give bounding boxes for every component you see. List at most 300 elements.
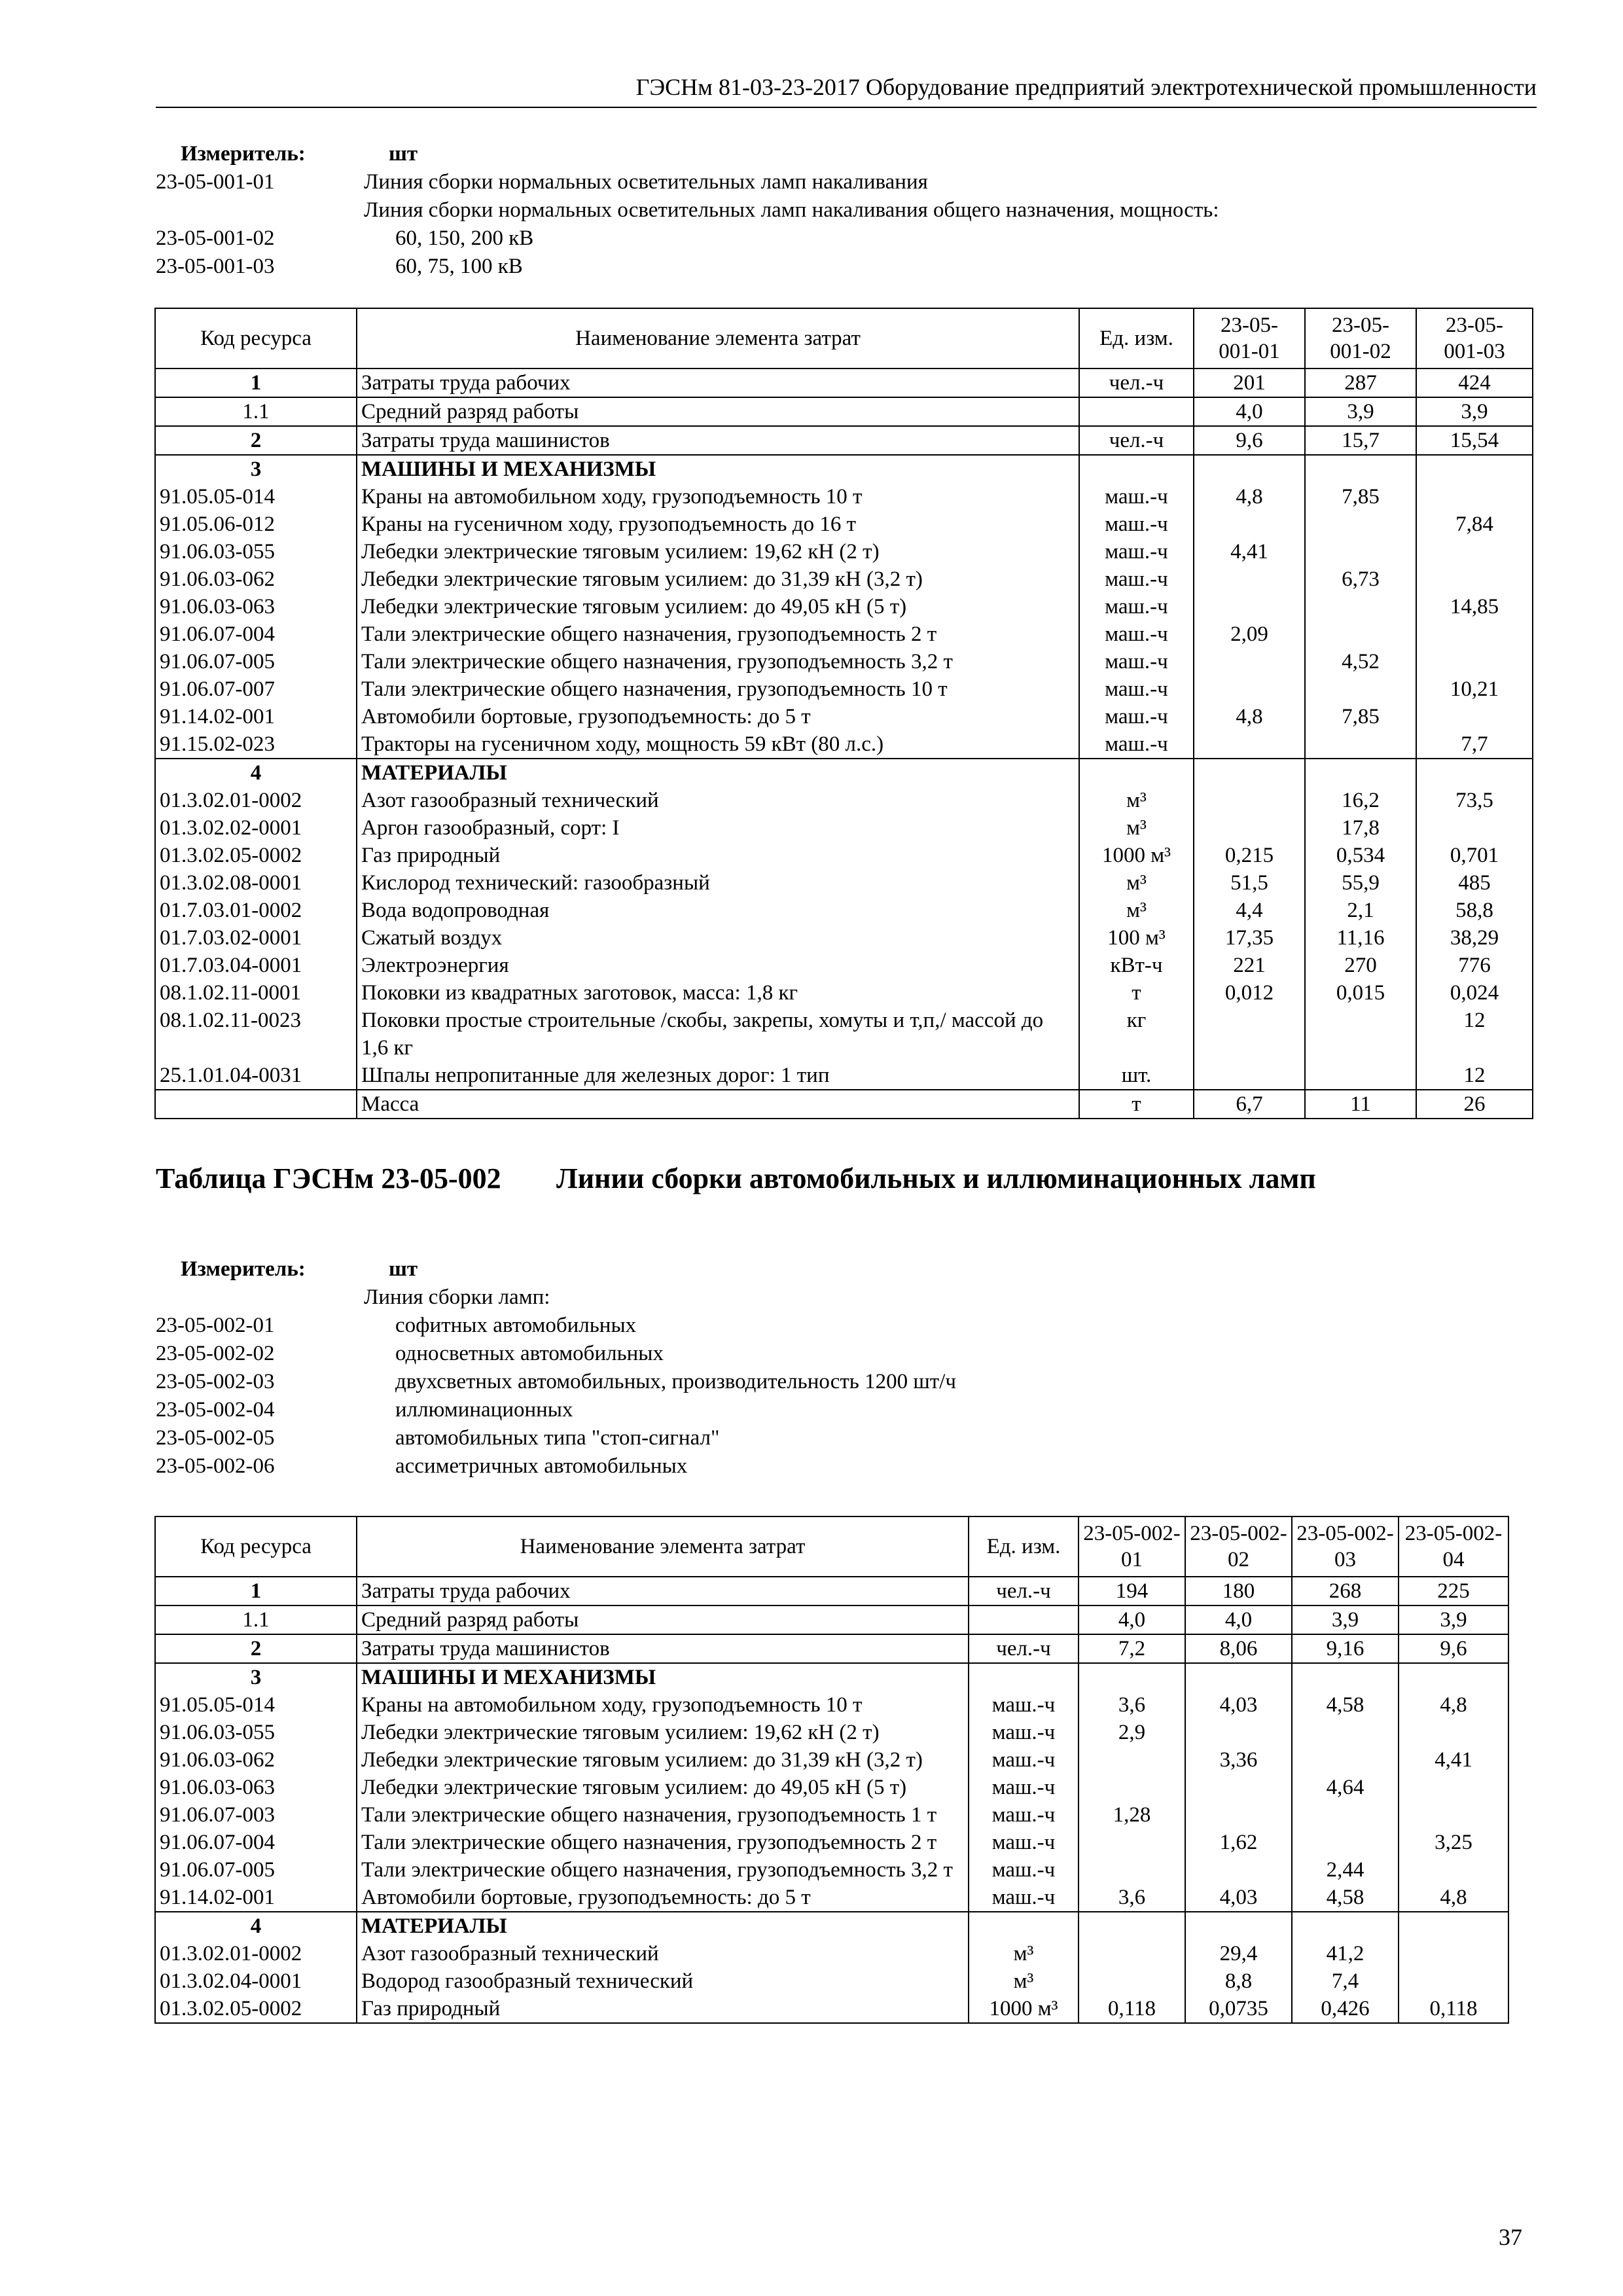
col-header-norm: 23-05- 001-02 — [1305, 308, 1416, 368]
resource-name-cell: Средний разряд работы — [357, 397, 1079, 426]
col-header-unit: Ед. изм. — [969, 1516, 1079, 1577]
resource-code-cell: 08.1.02.11-0001 — [155, 979, 357, 1007]
running-header: ГЭСНм 81-03-23-2017 Оборудование предприятий электротехнической промышленности — [156, 72, 1537, 108]
norm-value-cell: 0,426 — [1292, 1995, 1399, 2023]
norm-value-cell: 2,44 — [1292, 1856, 1399, 1884]
norm-value-cell — [1079, 1774, 1185, 1801]
resource-code-cell: 3 — [155, 455, 357, 483]
norm-value-cell — [1399, 1940, 1508, 1967]
table-row — [155, 1995, 1508, 2023]
item-text: иллюминационных — [395, 1398, 573, 1422]
item-text: Линия сборки ламп: — [364, 1285, 550, 1309]
norm-value-cell: 270 — [1305, 952, 1416, 979]
norm-value-cell: 12 — [1416, 1062, 1533, 1090]
norm-value-cell: 51,5 — [1194, 869, 1305, 897]
norm-value-cell: 268 — [1292, 1577, 1399, 1605]
norm-value-cell — [1079, 1746, 1185, 1774]
norm-value-cell: 0,024 — [1416, 979, 1533, 1007]
item-code: 23-05-002-01 — [156, 1314, 275, 1337]
item-text: софитных автомобильных — [395, 1314, 637, 1337]
table-row — [155, 511, 1533, 538]
resource-name-cell: Лебедки электрические тяговым усилием: 19,62 кН (2 т) — [357, 538, 1079, 565]
resource-name-cell: Лебедки электрические тяговым усилием: 19,62 кН (2 т) — [357, 1719, 969, 1746]
norm-value-cell — [1079, 1856, 1185, 1884]
norm-value-cell — [1185, 1774, 1292, 1801]
col-header-name: Наименование элемента затрат — [357, 1516, 969, 1577]
norm-value-cell — [1194, 455, 1305, 483]
norm-value-cell — [1185, 1719, 1292, 1746]
unit-cell: т — [1079, 1090, 1194, 1119]
table-row — [155, 842, 1533, 869]
norm-value-cell: 0,012 — [1194, 979, 1305, 1007]
norm-value-cell — [1305, 593, 1416, 620]
norm-value-cell: 201 — [1194, 368, 1305, 397]
norm-value-cell: 26 — [1416, 1090, 1533, 1119]
unit-cell: маш.-ч — [1079, 565, 1194, 593]
unit-cell: т — [1079, 979, 1194, 1007]
norm-value-cell: 4,8 — [1399, 1884, 1508, 1912]
norm-value-cell — [1194, 1007, 1305, 1062]
table-row — [155, 1829, 1508, 1856]
item-text: 60, 75, 100 кВ — [395, 255, 523, 278]
resource-name-cell: Тали электрические общего назначения, грузоподъемность 2 т — [357, 620, 1079, 648]
norm-value-cell: 9,6 — [1399, 1634, 1508, 1663]
table-row — [155, 1577, 1508, 1605]
resource-name-cell: Водород газообразный технический — [357, 1967, 969, 1995]
norm-value-cell: 0,534 — [1305, 842, 1416, 869]
meter-block-1 — [156, 140, 1537, 281]
norm-value-cell — [1305, 759, 1416, 787]
unit-cell: чел.-ч — [1079, 426, 1194, 455]
norm-value-cell: 287 — [1305, 368, 1416, 397]
resource-code-cell: 1.1 — [155, 397, 357, 426]
table-row — [155, 1912, 1508, 1940]
norm-value-cell: 11 — [1305, 1090, 1416, 1119]
table-row — [155, 1967, 1508, 1995]
unit-cell: 100 м³ — [1079, 924, 1194, 952]
resource-name-cell: Тали электрические общего назначения, грузоподъемность 3,2 т — [357, 1856, 969, 1884]
norm-value-cell: 0,118 — [1399, 1995, 1508, 2023]
norm-value-cell: 7,2 — [1079, 1634, 1185, 1663]
resource-code-cell: 01.3.02.04-0001 — [155, 1967, 357, 1995]
unit-cell: маш.-ч — [969, 1801, 1079, 1829]
norm-value-cell — [1185, 1801, 1292, 1829]
resource-name-cell: Лебедки электрические тяговым усилием: до 31,39 кН (3,2 т) — [357, 1746, 969, 1774]
norm-value-cell: 3,36 — [1185, 1746, 1292, 1774]
norm-value-cell — [1416, 814, 1533, 842]
norm-value-cell — [1079, 1967, 1185, 1995]
norm-value-cell: 4,0 — [1194, 397, 1305, 426]
norm-value-cell: 4,8 — [1399, 1691, 1508, 1719]
norm-value-cell: 4,58 — [1292, 1884, 1399, 1912]
unit-cell: маш.-ч — [1079, 538, 1194, 565]
norm-value-cell — [1194, 675, 1305, 703]
norm-value-cell: 11,16 — [1305, 924, 1416, 952]
norm-value-cell: 29,4 — [1185, 1940, 1292, 1967]
resource-name-cell: Азот газообразный технический — [357, 787, 1079, 814]
table-row — [155, 368, 1533, 397]
item-text: Линия сборки нормальных осветительных ламп накаливания общего назначения, мощность: — [364, 198, 1219, 222]
norm-value-cell — [1416, 620, 1533, 648]
resource-name-cell: Затраты труда машинистов — [357, 1634, 969, 1663]
norm-value-cell — [1079, 1940, 1185, 1967]
unit-cell: маш.-ч — [969, 1691, 1079, 1719]
resource-code-cell: 01.7.03.01-0002 — [155, 897, 357, 924]
item-text: ассиметричных автомобильных — [395, 1454, 688, 1478]
resource-name-cell: Тали электрические общего назначения, грузоподъемность 3,2 т — [357, 648, 1079, 675]
resource-code-cell: 01.7.03.04-0001 — [155, 952, 357, 979]
norm-value-cell: 4,4 — [1194, 897, 1305, 924]
resource-name-cell: Шпалы непропитанные для железных дорог: 1 тип — [357, 1062, 1079, 1090]
item-code: 23-05-002-03 — [156, 1370, 275, 1393]
unit-cell — [1079, 397, 1194, 426]
unit-cell: м³ — [1079, 869, 1194, 897]
resource-name-cell: Тали электрические общего назначения, грузоподъемность 1 т — [357, 1801, 969, 1829]
resource-code-cell: 91.06.03-055 — [155, 1719, 357, 1746]
norm-value-cell: 4,0 — [1079, 1605, 1185, 1634]
item-text: 60, 150, 200 кВ — [395, 226, 534, 250]
norm-value-cell — [1305, 455, 1416, 483]
norm-value-cell — [1194, 759, 1305, 787]
norm-value-cell: 3,9 — [1292, 1605, 1399, 1634]
table-row — [155, 1605, 1508, 1634]
norm-value-cell — [1194, 814, 1305, 842]
resource-name-cell: Аргон газообразный, сорт: I — [357, 814, 1079, 842]
meter-item — [156, 1283, 1537, 1312]
item-code: 23-05-001-02 — [156, 226, 275, 250]
unit-cell: маш.-ч — [969, 1719, 1079, 1746]
col-header-norm: 23-05- 001-01 — [1194, 308, 1305, 368]
table-row — [155, 1090, 1533, 1119]
table-row — [155, 1801, 1508, 1829]
norm-value-cell — [1399, 1912, 1508, 1940]
norm-value-cell — [1416, 648, 1533, 675]
resource-code-cell: 2 — [155, 426, 357, 455]
table-row — [155, 979, 1533, 1007]
resource-name-cell: Автомобили бортовые, грузоподъемность: до 5 т — [357, 703, 1079, 730]
norm-value-cell: 3,9 — [1416, 397, 1533, 426]
table-row — [155, 648, 1533, 675]
resource-code-cell: 08.1.02.11-0023 — [155, 1007, 357, 1062]
norm-value-cell: 4,41 — [1194, 538, 1305, 565]
norm-value-cell — [1194, 730, 1305, 759]
norm-value-cell: 6,73 — [1305, 565, 1416, 593]
norm-value-cell: 7,4 — [1292, 1967, 1399, 1995]
table-row — [155, 675, 1533, 703]
norm-value-cell: 485 — [1416, 869, 1533, 897]
norm-value-cell: 4,0 — [1185, 1605, 1292, 1634]
resource-name-cell: Поковки простые строительные /скобы, закрепы, хомуты и т,п,/ массой до 1,6 кг — [357, 1007, 1079, 1062]
table-name: Линии сборки автомобильных и иллюминационных ламп — [556, 1162, 1316, 1194]
resource-name-cell: Краны на автомобильном ходу, грузоподъемность 10 т — [357, 1691, 969, 1719]
norm-value-cell: 38,29 — [1416, 924, 1533, 952]
col-header-norm: 23-05-002-02 — [1185, 1516, 1292, 1577]
resource-code-cell: 3 — [155, 1663, 357, 1691]
table-row — [155, 952, 1533, 979]
resource-code-cell: 01.3.02.08-0001 — [155, 869, 357, 897]
norm-value-cell — [1305, 620, 1416, 648]
table-row — [155, 1691, 1508, 1719]
norm-value-cell — [1305, 1062, 1416, 1090]
norm-value-cell: 0,215 — [1194, 842, 1305, 869]
col-header-norm: 23-05-002-01 — [1079, 1516, 1185, 1577]
table-row — [155, 1007, 1533, 1062]
norm-value-cell: 7,85 — [1305, 483, 1416, 511]
norm-value-cell — [1079, 1663, 1185, 1691]
norm-value-cell: 8,06 — [1185, 1634, 1292, 1663]
norm-value-cell: 1,62 — [1185, 1829, 1292, 1856]
table-row — [155, 703, 1533, 730]
norm-value-cell — [1079, 1912, 1185, 1940]
norm-value-cell: 3,9 — [1305, 397, 1416, 426]
norm-value-cell — [1399, 1774, 1508, 1801]
resource-code-cell: 01.3.02.01-0002 — [155, 1940, 357, 1967]
resource-table-2 — [154, 1516, 1509, 2024]
resource-name-cell: Электроэнергия — [357, 952, 1079, 979]
meter-item — [156, 224, 1537, 253]
table-row — [155, 426, 1533, 455]
table-row — [155, 620, 1533, 648]
unit-cell: маш.-ч — [1079, 593, 1194, 620]
norm-value-cell — [1416, 455, 1533, 483]
item-code: 23-05-001-03 — [156, 255, 275, 278]
unit-cell: 1000 м³ — [969, 1995, 1079, 2023]
norm-value-cell — [1292, 1719, 1399, 1746]
norm-value-cell: 776 — [1416, 952, 1533, 979]
unit-cell: маш.-ч — [969, 1856, 1079, 1884]
norm-value-cell: 4,8 — [1194, 483, 1305, 511]
resource-code-cell: 91.06.07-005 — [155, 1856, 357, 1884]
meter-item — [156, 253, 1537, 281]
resource-name-cell: МАТЕРИАЛЫ — [357, 759, 1079, 787]
meter-item — [156, 1368, 1537, 1396]
table-row — [155, 455, 1533, 483]
norm-value-cell — [1292, 1912, 1399, 1940]
col-header-unit: Ед. изм. — [1079, 308, 1194, 368]
table-number: Таблица ГЭСНм 23-05-002 — [156, 1162, 501, 1194]
item-text: двухсветных автомобильных, производительность 1200 шт/ч — [395, 1370, 956, 1393]
norm-value-cell: 2,9 — [1079, 1719, 1185, 1746]
table-row — [155, 565, 1533, 593]
resource-code-cell: 91.05.05-014 — [155, 483, 357, 511]
unit-cell: маш.-ч — [969, 1884, 1079, 1912]
norm-value-cell: 4,03 — [1185, 1884, 1292, 1912]
table-row — [155, 1746, 1508, 1774]
table-body — [155, 1577, 1508, 2023]
table-row — [155, 1634, 1508, 1663]
norm-value-cell — [1416, 538, 1533, 565]
unit-cell: кг — [1079, 1007, 1194, 1062]
norm-value-cell: 3,6 — [1079, 1691, 1185, 1719]
norm-value-cell: 16,2 — [1305, 787, 1416, 814]
norm-value-cell: 15,7 — [1305, 426, 1416, 455]
resource-code-cell: 91.06.03-062 — [155, 565, 357, 593]
norm-value-cell: 3,6 — [1079, 1884, 1185, 1912]
table-row — [155, 538, 1533, 565]
table-row — [155, 759, 1533, 787]
unit-cell — [969, 1663, 1079, 1691]
table-row — [155, 1884, 1508, 1912]
unit-cell: маш.-ч — [1079, 675, 1194, 703]
table-row — [155, 924, 1533, 952]
meter-item — [156, 196, 1537, 224]
unit-cell: маш.-ч — [969, 1774, 1079, 1801]
norm-value-cell: 4,41 — [1399, 1746, 1508, 1774]
table-row — [155, 1663, 1508, 1691]
norm-value-cell: 6,7 — [1194, 1090, 1305, 1119]
unit-cell: шт. — [1079, 1062, 1194, 1090]
resource-name-cell: МАШИНЫ И МЕХАНИЗМЫ — [357, 455, 1079, 483]
resource-name-cell: Лебедки электрические тяговым усилием: до 31,39 кН (3,2 т) — [357, 565, 1079, 593]
norm-value-cell — [1416, 703, 1533, 730]
item-text: односветных автомобильных — [395, 1342, 664, 1365]
resource-name-cell: Затраты труда рабочих — [357, 1577, 969, 1605]
table-row — [155, 730, 1533, 759]
resource-name-cell: Лебедки электрические тяговым усилием: до 49,05 кН (5 т) — [357, 593, 1079, 620]
norm-value-cell — [1194, 593, 1305, 620]
norm-value-cell: 4,52 — [1305, 648, 1416, 675]
resource-name-cell: Поковки из квадратных заготовок, масса: 1,8 кг — [357, 979, 1079, 1007]
resource-name-cell: Азот газообразный технический — [357, 1940, 969, 1967]
norm-value-cell: 221 — [1194, 952, 1305, 979]
norm-value-cell — [1194, 1062, 1305, 1090]
resource-code-cell: 01.3.02.02-0001 — [155, 814, 357, 842]
norm-value-cell — [1292, 1801, 1399, 1829]
table-row — [155, 1062, 1533, 1090]
unit-cell: кВт-ч — [1079, 952, 1194, 979]
resource-code-cell: 1.1 — [155, 1605, 357, 1634]
resource-table-1 — [154, 308, 1533, 1119]
norm-value-cell — [1399, 1801, 1508, 1829]
table-row — [155, 869, 1533, 897]
norm-value-cell: 424 — [1416, 368, 1533, 397]
unit-cell: м³ — [1079, 897, 1194, 924]
unit-cell: чел.-ч — [969, 1577, 1079, 1605]
meter-item — [156, 1452, 1537, 1480]
norm-value-cell — [1194, 511, 1305, 538]
unit-cell: чел.-ч — [969, 1634, 1079, 1663]
resource-code-cell: 91.06.03-063 — [155, 593, 357, 620]
resource-code-cell: 4 — [155, 1912, 357, 1940]
unit-cell: чел.-ч — [1079, 368, 1194, 397]
resource-name-cell: Затраты труда рабочих — [357, 368, 1079, 397]
resource-code-cell: 91.14.02-001 — [155, 1884, 357, 1912]
resource-name-cell: Затраты труда машинистов — [357, 426, 1079, 455]
col-header-name: Наименование элемента затрат — [357, 308, 1079, 368]
meter-label: Измеритель: — [181, 142, 306, 166]
norm-value-cell: 2,09 — [1194, 620, 1305, 648]
item-code: 23-05-001-01 — [156, 170, 275, 194]
col-header-norm: 23-05-002-03 — [1292, 1516, 1399, 1577]
meter-item — [156, 1340, 1537, 1368]
resource-code-cell: 91.06.07-003 — [155, 1801, 357, 1829]
table-body — [155, 368, 1533, 1119]
norm-value-cell: 3,25 — [1399, 1829, 1508, 1856]
unit-cell: маш.-ч — [1079, 730, 1194, 759]
norm-value-cell: 4,64 — [1292, 1774, 1399, 1801]
unit-cell: маш.-ч — [969, 1829, 1079, 1856]
resource-code-cell: 01.7.03.02-0001 — [155, 924, 357, 952]
norm-value-cell: 194 — [1079, 1577, 1185, 1605]
resource-code-cell: 91.05.06-012 — [155, 511, 357, 538]
item-text: автомобильных типа "стоп-сигнал" — [395, 1426, 720, 1450]
resource-name-cell: Масса — [357, 1090, 1079, 1119]
norm-value-cell: 4,03 — [1185, 1691, 1292, 1719]
table-header-row — [155, 1516, 1508, 1577]
norm-value-cell — [1399, 1663, 1508, 1691]
norm-value-cell — [1194, 648, 1305, 675]
meter-block-2 — [156, 1255, 1537, 1480]
norm-value-cell: 9,6 — [1194, 426, 1305, 455]
table-row — [155, 483, 1533, 511]
resource-code-cell: 91.06.07-004 — [155, 620, 357, 648]
norm-value-cell: 55,9 — [1305, 869, 1416, 897]
resource-code-cell — [155, 1090, 357, 1119]
table-2-title — [156, 1160, 1537, 1198]
table-header-row — [155, 308, 1533, 368]
table-row — [155, 1719, 1508, 1746]
meter-unit: шт — [389, 142, 418, 166]
norm-value-cell — [1305, 511, 1416, 538]
norm-value-cell: 12 — [1416, 1007, 1533, 1062]
resource-name-cell: Вода водопроводная — [357, 897, 1079, 924]
norm-value-cell: 17,35 — [1194, 924, 1305, 952]
resource-name-cell: Автомобили бортовые, грузоподъемность: до 5 т — [357, 1884, 969, 1912]
col-header-norm: 23-05-002-04 — [1399, 1516, 1508, 1577]
meter-row — [156, 140, 1537, 168]
meter-item — [156, 168, 1537, 196]
resource-code-cell: 91.06.07-004 — [155, 1829, 357, 1856]
table-row — [155, 593, 1533, 620]
norm-value-cell: 0,0735 — [1185, 1995, 1292, 2023]
table-row — [155, 1940, 1508, 1967]
unit-cell — [969, 1605, 1079, 1634]
norm-value-cell — [1305, 1007, 1416, 1062]
unit-cell — [969, 1912, 1079, 1940]
resource-name-cell: МАТЕРИАЛЫ — [357, 1912, 969, 1940]
item-code: 23-05-002-02 — [156, 1342, 275, 1365]
norm-value-cell: 4,58 — [1292, 1691, 1399, 1719]
norm-value-cell — [1416, 565, 1533, 593]
norm-value-cell — [1185, 1912, 1292, 1940]
unit-cell: маш.-ч — [1079, 620, 1194, 648]
norm-value-cell: 41,2 — [1292, 1940, 1399, 1967]
norm-value-cell: 9,16 — [1292, 1634, 1399, 1663]
norm-value-cell — [1185, 1856, 1292, 1884]
norm-value-cell: 7,7 — [1416, 730, 1533, 759]
resource-name-cell: Краны на автомобильном ходу, грузоподъемность 10 т — [357, 483, 1079, 511]
unit-cell — [1079, 455, 1194, 483]
col-header-code: Код ресурса — [155, 1516, 357, 1577]
unit-cell: м³ — [1079, 814, 1194, 842]
resource-name-cell: Сжатый воздух — [357, 924, 1079, 952]
norm-value-cell: 58,8 — [1416, 897, 1533, 924]
norm-value-cell: 1,28 — [1079, 1801, 1185, 1829]
norm-value-cell — [1416, 483, 1533, 511]
unit-cell: маш.-ч — [1079, 511, 1194, 538]
col-header-code: Код ресурса — [155, 308, 357, 368]
item-code: 23-05-002-05 — [156, 1426, 275, 1450]
table-row — [155, 787, 1533, 814]
resource-code-cell: 25.1.01.04-0031 — [155, 1062, 357, 1090]
resource-code-cell: 91.06.03-055 — [155, 538, 357, 565]
norm-value-cell: 73,5 — [1416, 787, 1533, 814]
norm-value-cell: 0,701 — [1416, 842, 1533, 869]
resource-name-cell: Кислород технический: газообразный — [357, 869, 1079, 897]
meter-label: Измеритель: — [181, 1257, 306, 1281]
meter-item — [156, 1424, 1537, 1452]
resource-name-cell: МАШИНЫ И МЕХАНИЗМЫ — [357, 1663, 969, 1691]
